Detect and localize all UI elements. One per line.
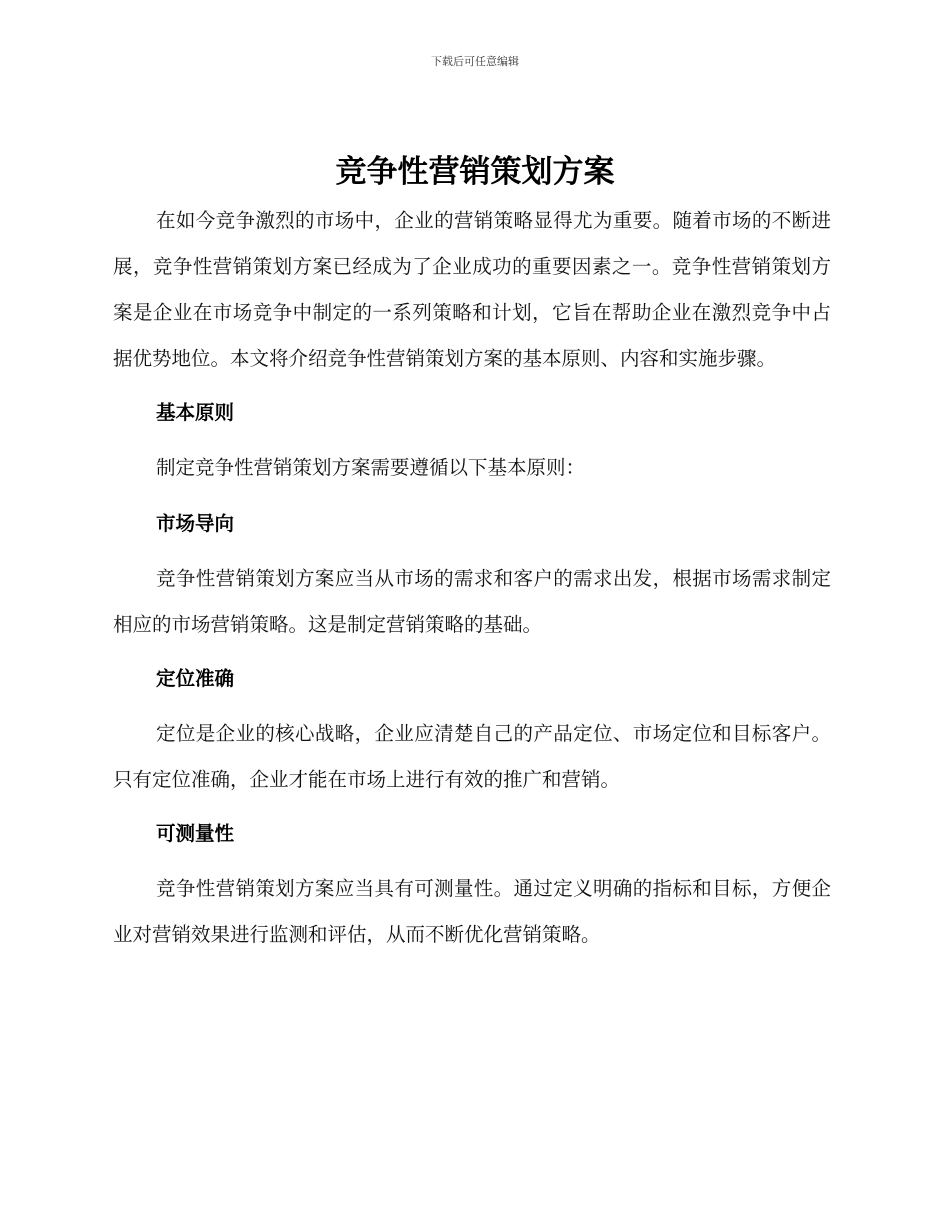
principles-intro-paragraph: 制定竞争性营销策划方案需要遵循以下基本原则： — [156, 456, 586, 479]
section-heading-accurate-positioning: 定位准确 — [156, 667, 235, 690]
section-heading-principles: 基本原则 — [156, 401, 235, 424]
section-heading-measurability: 可测量性 — [156, 822, 235, 845]
section-heading-market-orientation: 市场导向 — [156, 512, 235, 535]
document-body — [113, 198, 831, 966]
section-paragraph-measurability: 竞争性营销策划方案应当具有可测量性。通过定义明确的指标和目标，方便企业对营销效果进行监测和评估，从而不断优化营销策略。 — [113, 877, 831, 946]
intro-paragraph: 在如今竞争激烈的市场中，企业的营销策略显得尤为重要。随着市场的不断进展，竞争性营销策划方案已经成为了企业成功的重要因素之一。竞争性营销策划方案是企业在市场竞争中制定的一系列策略和计划，它旨在帮助企业在激烈竞争中占据优势地位。本文将介绍竞争性营销策划方案的基本原则、内容和实施步骤。 — [113, 209, 831, 370]
section-paragraph-accurate-positioning: 定位是企业的核心战略，企业应清楚自己的产品定位、市场定位和目标客户。只有定位准确，企业才能在市场上进行有效的推广和营销。 — [113, 722, 831, 791]
page-title: 竞争性营销策划方案 — [335, 154, 615, 190]
header-note: 下载后可任意编辑 — [431, 55, 519, 68]
section-paragraph-market-orientation: 竞争性营销策划方案应当从市场的需求和客户的需求出发，根据市场需求制定相应的市场营销策略。这是制定营销策略的基础。 — [113, 567, 831, 636]
